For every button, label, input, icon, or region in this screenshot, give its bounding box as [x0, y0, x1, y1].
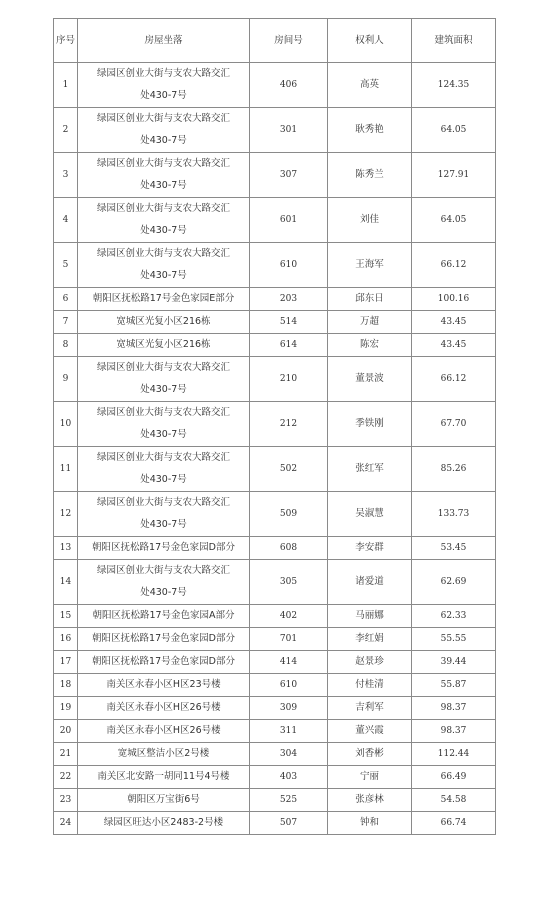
cell-area: 64.05 — [412, 108, 496, 153]
cell-room: 509 — [250, 492, 328, 537]
location-line-2: 处430-7号 — [140, 587, 187, 598]
cell-location — [78, 357, 250, 402]
header-seq: 序号 — [54, 19, 78, 63]
cell-seq: 18 — [54, 674, 78, 697]
cell-room: 210 — [250, 357, 328, 402]
table-row — [54, 697, 496, 720]
location-line-1: 朝阳区抚松路17号金色家园D部分 — [92, 542, 235, 553]
cell-location — [78, 628, 250, 651]
cell-location — [78, 743, 250, 766]
cell-owner: 张红军 — [328, 447, 412, 492]
cell-seq: 23 — [54, 789, 78, 812]
table-row — [54, 334, 496, 357]
table-row — [54, 560, 496, 605]
location-line-2: 处430-7号 — [140, 135, 187, 146]
table-row — [54, 447, 496, 492]
cell-room: 301 — [250, 108, 328, 153]
table-row — [54, 605, 496, 628]
cell-location — [78, 720, 250, 743]
table-row — [54, 651, 496, 674]
cell-seq: 16 — [54, 628, 78, 651]
location-line-2: 处430-7号 — [140, 180, 187, 191]
property-table — [53, 18, 496, 835]
cell-seq: 21 — [54, 743, 78, 766]
cell-location — [78, 789, 250, 812]
location-line-1: 绿园区创业大街与支农大路交汇 — [96, 497, 230, 508]
location-line-1: 朝阳区抚松路17号金色家园E部分 — [92, 293, 235, 304]
cell-seq: 24 — [54, 812, 78, 835]
cell-owner: 诸爱道 — [328, 560, 412, 605]
cell-location — [78, 674, 250, 697]
table-body — [54, 63, 496, 835]
table-header-row — [54, 19, 496, 63]
cell-location — [78, 766, 250, 789]
location-line-2: 处430-7号 — [140, 90, 187, 101]
cell-area: 54.58 — [412, 789, 496, 812]
cell-owner: 宁丽 — [328, 766, 412, 789]
table-row — [54, 243, 496, 288]
cell-seq: 14 — [54, 560, 78, 605]
cell-seq: 10 — [54, 402, 78, 447]
cell-area: 53.45 — [412, 537, 496, 560]
cell-area: 66.12 — [412, 243, 496, 288]
cell-room: 525 — [250, 789, 328, 812]
cell-seq: 2 — [54, 108, 78, 153]
cell-seq: 19 — [54, 697, 78, 720]
cell-location — [78, 334, 250, 357]
cell-area: 55.87 — [412, 674, 496, 697]
location-line-2: 处430-7号 — [140, 270, 187, 281]
location-line-1: 绿园区创业大街与支农大路交汇 — [96, 68, 230, 79]
location-line-2: 处430-7号 — [140, 519, 187, 530]
location-line-1: 宽城区整洁小区2号楼 — [117, 748, 210, 759]
cell-location — [78, 153, 250, 198]
cell-area: 112.44 — [412, 743, 496, 766]
cell-area: 67.70 — [412, 402, 496, 447]
table-row — [54, 789, 496, 812]
cell-owner: 钟和 — [328, 812, 412, 835]
cell-area: 66.49 — [412, 766, 496, 789]
cell-room: 304 — [250, 743, 328, 766]
cell-room: 305 — [250, 560, 328, 605]
location-line-1: 朝阳区万宝街6号 — [127, 794, 200, 805]
cell-area: 98.37 — [412, 697, 496, 720]
cell-owner: 马丽娜 — [328, 605, 412, 628]
cell-owner: 刘香彬 — [328, 743, 412, 766]
header-owner: 权利人 — [328, 19, 412, 63]
cell-room: 701 — [250, 628, 328, 651]
location-line-2: 处430-7号 — [140, 429, 187, 440]
location-line-2: 处430-7号 — [140, 474, 187, 485]
cell-location — [78, 560, 250, 605]
cell-owner: 高英 — [328, 63, 412, 108]
location-line-2: 处430-7号 — [140, 384, 187, 395]
cell-seq: 9 — [54, 357, 78, 402]
cell-owner: 张彦林 — [328, 789, 412, 812]
cell-room: 610 — [250, 243, 328, 288]
cell-location — [78, 402, 250, 447]
table-row — [54, 402, 496, 447]
cell-seq: 12 — [54, 492, 78, 537]
table-row — [54, 674, 496, 697]
header-location: 房屋坐落 — [78, 19, 250, 63]
cell-owner: 付桂清 — [328, 674, 412, 697]
location-line-1: 南关区永春小区H区23号楼 — [106, 679, 221, 690]
cell-seq: 4 — [54, 198, 78, 243]
cell-owner: 耿秀艳 — [328, 108, 412, 153]
cell-owner: 李红娟 — [328, 628, 412, 651]
table-row — [54, 357, 496, 402]
cell-owner: 邱东日 — [328, 288, 412, 311]
location-line-1: 南关区永春小区H区26号楼 — [106, 702, 221, 713]
cell-location — [78, 108, 250, 153]
location-line-1: 绿园区旺达小区2483-2号楼 — [103, 817, 224, 828]
cell-room: 212 — [250, 402, 328, 447]
cell-location — [78, 492, 250, 537]
table-row — [54, 766, 496, 789]
cell-seq: 8 — [54, 334, 78, 357]
cell-room: 502 — [250, 447, 328, 492]
cell-seq: 15 — [54, 605, 78, 628]
cell-seq: 1 — [54, 63, 78, 108]
cell-area: 43.45 — [412, 334, 496, 357]
table-row — [54, 628, 496, 651]
cell-location — [78, 605, 250, 628]
cell-seq: 11 — [54, 447, 78, 492]
location-line-1: 南关区永春小区H区26号楼 — [106, 725, 221, 736]
cell-owner: 李安群 — [328, 537, 412, 560]
cell-location — [78, 198, 250, 243]
table-row — [54, 812, 496, 835]
cell-area: 124.35 — [412, 63, 496, 108]
header-room: 房间号 — [250, 19, 328, 63]
cell-room: 403 — [250, 766, 328, 789]
cell-area: 43.45 — [412, 311, 496, 334]
table-row — [54, 108, 496, 153]
location-line-1: 绿园区创业大街与支农大路交汇 — [96, 362, 230, 373]
cell-seq: 3 — [54, 153, 78, 198]
cell-room: 307 — [250, 153, 328, 198]
cell-seq: 5 — [54, 243, 78, 288]
cell-room: 601 — [250, 198, 328, 243]
cell-location — [78, 651, 250, 674]
cell-area: 127.91 — [412, 153, 496, 198]
cell-owner: 董兴霞 — [328, 720, 412, 743]
cell-location — [78, 537, 250, 560]
cell-room: 610 — [250, 674, 328, 697]
cell-area: 62.69 — [412, 560, 496, 605]
cell-area: 64.05 — [412, 198, 496, 243]
cell-owner: 陈宏 — [328, 334, 412, 357]
cell-owner: 吉利军 — [328, 697, 412, 720]
cell-owner: 陈秀兰 — [328, 153, 412, 198]
table-row — [54, 492, 496, 537]
cell-area: 85.26 — [412, 447, 496, 492]
cell-seq: 13 — [54, 537, 78, 560]
table-row — [54, 311, 496, 334]
cell-area: 39.44 — [412, 651, 496, 674]
cell-area: 133.73 — [412, 492, 496, 537]
cell-room: 402 — [250, 605, 328, 628]
cell-seq: 20 — [54, 720, 78, 743]
location-line-1: 朝阳区抚松路17号金色家园D部分 — [92, 656, 235, 667]
cell-room: 311 — [250, 720, 328, 743]
cell-area: 55.55 — [412, 628, 496, 651]
cell-room: 608 — [250, 537, 328, 560]
cell-owner: 董景波 — [328, 357, 412, 402]
cell-seq: 22 — [54, 766, 78, 789]
cell-owner: 季铁刚 — [328, 402, 412, 447]
cell-location — [78, 447, 250, 492]
table-row — [54, 63, 496, 108]
table-row — [54, 537, 496, 560]
cell-owner: 刘佳 — [328, 198, 412, 243]
cell-room: 514 — [250, 311, 328, 334]
table-row — [54, 288, 496, 311]
cell-area: 100.16 — [412, 288, 496, 311]
cell-area: 98.37 — [412, 720, 496, 743]
cell-location — [78, 288, 250, 311]
table-row — [54, 743, 496, 766]
cell-room: 203 — [250, 288, 328, 311]
location-line-2: 处430-7号 — [140, 225, 187, 236]
location-line-1: 绿园区创业大街与支农大路交汇 — [96, 407, 230, 418]
cell-room: 507 — [250, 812, 328, 835]
cell-area: 66.74 — [412, 812, 496, 835]
cell-seq: 6 — [54, 288, 78, 311]
location-line-1: 绿园区创业大街与支农大路交汇 — [96, 203, 230, 214]
cell-room: 614 — [250, 334, 328, 357]
cell-room: 309 — [250, 697, 328, 720]
cell-seq: 7 — [54, 311, 78, 334]
cell-seq: 17 — [54, 651, 78, 674]
cell-room: 414 — [250, 651, 328, 674]
table-row — [54, 198, 496, 243]
cell-location — [78, 812, 250, 835]
cell-location — [78, 243, 250, 288]
location-line-1: 绿园区创业大街与支农大路交汇 — [96, 565, 230, 576]
location-line-1: 朝阳区抚松路17号金色家园A部分 — [92, 610, 235, 621]
location-line-1: 宽城区光复小区216栋 — [116, 316, 211, 327]
table-row — [54, 153, 496, 198]
cell-location — [78, 311, 250, 334]
cell-owner: 王海军 — [328, 243, 412, 288]
location-line-1: 宽城区光复小区216栋 — [116, 339, 211, 350]
cell-owner: 吴淑慧 — [328, 492, 412, 537]
location-line-1: 南关区北安路一胡同11号4号楼 — [97, 771, 230, 782]
cell-area: 62.33 — [412, 605, 496, 628]
header-area: 建筑面积 — [412, 19, 496, 63]
cell-room: 406 — [250, 63, 328, 108]
cell-location — [78, 63, 250, 108]
location-line-1: 绿园区创业大街与支农大路交汇 — [96, 248, 230, 259]
cell-area: 66.12 — [412, 357, 496, 402]
location-line-1: 朝阳区抚松路17号金色家园D部分 — [92, 633, 235, 644]
location-line-1: 绿园区创业大街与支农大路交汇 — [96, 113, 230, 124]
location-line-1: 绿园区创业大街与支农大路交汇 — [96, 158, 230, 169]
cell-location — [78, 697, 250, 720]
location-line-1: 绿园区创业大街与支农大路交汇 — [96, 452, 230, 463]
cell-owner: 赵景珍 — [328, 651, 412, 674]
table-row — [54, 720, 496, 743]
cell-owner: 万超 — [328, 311, 412, 334]
